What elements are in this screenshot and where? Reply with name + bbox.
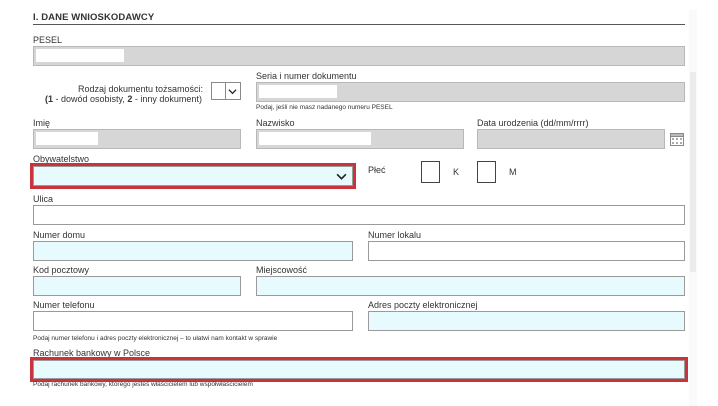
pesel-value: [36, 49, 124, 62]
postal-code-label: Kod pocztowy: [33, 265, 90, 275]
sex-m-label: M: [509, 167, 517, 177]
first-name-field[interactable]: [33, 129, 241, 149]
birth-date-field[interactable]: [477, 129, 665, 149]
city-field[interactable]: [256, 276, 685, 296]
city-label: Miejscowość: [256, 265, 308, 275]
phone-label: Numer telefonu: [33, 300, 95, 310]
section-title: I. DANE WNIOSKODAWCY: [33, 12, 155, 23]
doc-type-hint: [45, 94, 202, 104]
flat-no-field[interactable]: [368, 241, 685, 261]
doc-type-hint-1: - dowód osobisty,: [53, 94, 128, 104]
doc-type-hint-2: - inny dokument): [132, 94, 202, 104]
postal-code-field[interactable]: [33, 276, 241, 296]
doc-series-field[interactable]: [256, 82, 685, 102]
pesel-field[interactable]: [33, 46, 685, 66]
last-name-label: Nazwisko: [256, 118, 295, 128]
contact-hint: Podaj numer telefonu i adres poczty elektronicznej – to ułatwi nam kontakt w sprawie: [33, 335, 278, 342]
email-field[interactable]: [368, 311, 685, 331]
doc-series-value: [259, 85, 337, 98]
sex-k-label: K: [453, 167, 460, 177]
bank-label: Rachunek bankowy w Polsce: [33, 348, 151, 358]
first-name-value: [36, 132, 98, 145]
sex-k-checkbox[interactable]: [421, 161, 440, 183]
doc-type-label: Rodzaj dokumentu tożsamości:: [78, 84, 204, 94]
doc-type-select[interactable]: [211, 82, 241, 100]
first-name-label: Imię: [33, 118, 51, 128]
chevron-down-icon[interactable]: [228, 87, 237, 96]
house-no-field[interactable]: [33, 241, 353, 261]
bank-account-highlight: [30, 357, 688, 382]
last-name-value: [259, 132, 371, 145]
citizenship-label: Obywatelstwo: [33, 154, 90, 164]
doc-type-value: [213, 84, 223, 98]
birth-date-label: Data urodzenia (dd/mm/rrrr): [477, 118, 589, 128]
street-label: Ulica: [33, 194, 54, 204]
last-name-field[interactable]: [256, 129, 464, 149]
bank-hint: Podaj rachunek bankowy, którego jesteś właścicielem lub współwłaścicielem: [33, 381, 253, 388]
citizenship-highlight: [30, 163, 356, 189]
section-divider: [33, 24, 685, 25]
doc-series-label: Seria i numer dokumentu: [256, 71, 357, 81]
doc-type-divider: [225, 83, 226, 99]
sex-label: Płeć: [368, 165, 386, 175]
pesel-label: PESEL: [33, 35, 63, 45]
calendar-icon[interactable]: [670, 132, 684, 146]
phone-field[interactable]: [33, 311, 353, 331]
doc-type-hint-2num: 2: [127, 94, 133, 104]
doc-series-hint: Podaj, jeśli nie masz nadanego numeru PESEL: [256, 104, 393, 111]
doc-type-hint-open: (1: [45, 94, 54, 104]
scrollbar-thumb[interactable]: [690, 72, 696, 272]
flat-no-label: Numer lokalu: [368, 230, 422, 240]
email-label: Adres poczty elektronicznej: [368, 300, 478, 310]
sex-m-checkbox[interactable]: [477, 161, 496, 183]
street-field[interactable]: [33, 205, 685, 225]
house-no-label: Numer domu: [33, 230, 86, 240]
